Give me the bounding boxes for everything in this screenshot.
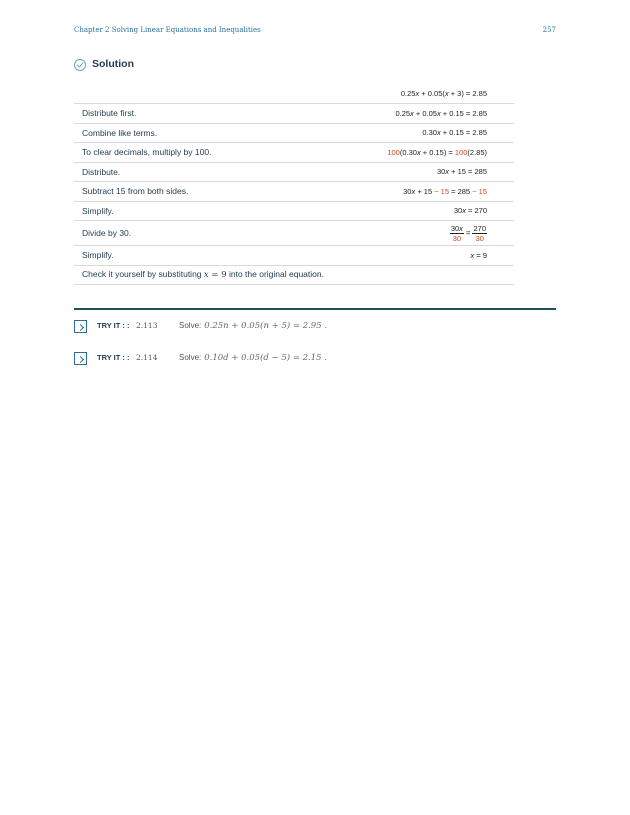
table-row [74,143,514,163]
step-expression: 30x + 15 − 15 = 285 − 15 [302,182,514,202]
step-expression: $\frac{30x}{30}$ = $\frac{270}{30}$ [302,221,514,246]
try-it-exercise [74,352,374,368]
exercise-prompt: Solve: 0.10d + 0.05(d − 5) = 2.15 . [179,353,327,363]
exercise-number: 2.114 [136,353,158,362]
exercise-prompt: Solve: 0.25n + 0.05(n + 5) = 2.95 . [179,321,328,331]
expand-chevron-icon[interactable] [74,320,87,333]
check-circle-icon [74,59,86,71]
page-number: 257 [542,26,556,34]
solution-steps-table [74,84,514,285]
step-description: Distribute. [74,162,302,182]
step-description [74,84,302,104]
step-description: Simplify. [74,201,302,221]
table-row [74,162,514,182]
step-description: Combine like terms. [74,123,302,143]
step-description: Divide by 30. [74,221,302,246]
step-expression: 0.30x + 0.15 = 2.85 [302,123,514,143]
table-row [74,221,514,246]
step-expression: 0.25x + 0.05(x + 3) = 2.85 [302,84,514,104]
table-row [74,104,514,124]
step-description: To clear decimals, multiply by 100. [74,143,302,163]
table-row [74,182,514,202]
exercise-number: 2.113 [136,321,158,330]
exercise-equation: 0.25n + 0.05(n + 5) = 2.95 . [204,321,328,331]
step-expression: 30x + 15 = 285 [302,162,514,182]
step-description: Check it yourself by substituting x = 9 into the original equation. [74,265,514,285]
table-row [74,246,514,266]
step-description: Simplify. [74,246,302,266]
step-expression: x = 9 [302,246,514,266]
step-description: Distribute first. [74,104,302,124]
step-description: Subtract 15 from both sides. [74,182,302,202]
step-expression: 100(0.30x + 0.15) = 100(2.85) [302,143,514,163]
try-it-label: TRY IT : : [97,353,130,362]
exercise-equation: 0.10d + 0.05(d − 5) = 2.15 . [204,353,327,363]
step-expression: 0.25x + 0.05x + 0.15 = 2.85 [302,104,514,124]
table-row [74,265,514,285]
try-it-exercise [74,320,374,336]
try-it-label: TRY IT : : [97,321,130,330]
table-row [74,201,514,221]
table-row [74,123,514,143]
step-expression: 30x = 270 [302,201,514,221]
section-divider [74,308,556,310]
table-row [74,84,514,104]
expand-chevron-icon[interactable] [74,352,87,365]
chapter-title: Chapter 2 Solving Linear Equations and Inequalities [74,26,261,34]
running-header [74,26,556,38]
solution-title: Solution [92,58,134,70]
